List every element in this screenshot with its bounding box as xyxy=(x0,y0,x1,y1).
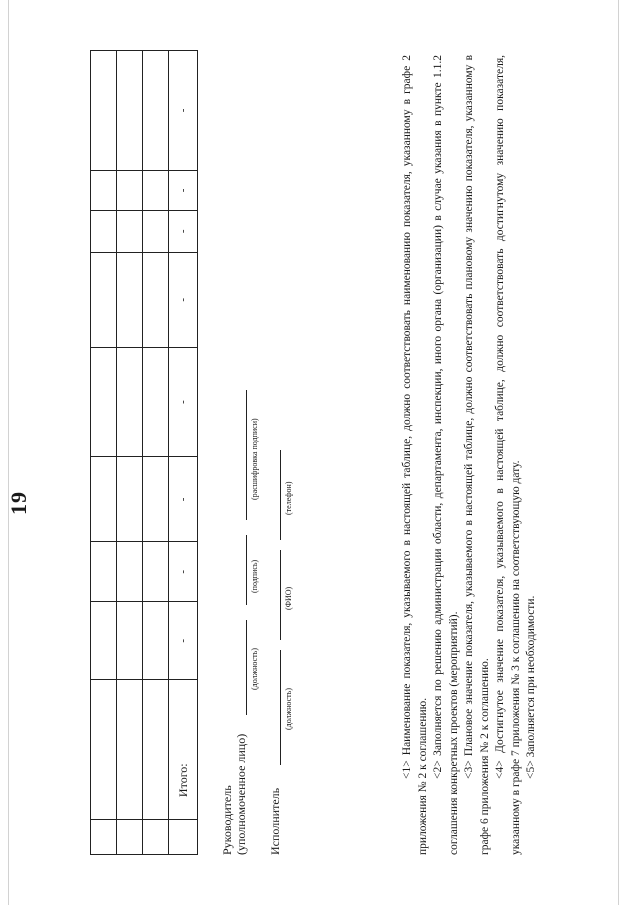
total-value: - xyxy=(169,602,198,680)
executor-name-caption: (ФИО) xyxy=(284,586,293,610)
executor-signature-block xyxy=(268,295,308,855)
footnote-2: <2> Заполняется по решению администрации области, департамента, инспекции, иного органа (организации) в случае указания в пункте 1.1.2 соглашения конкретных проектов (мероприятий). xyxy=(432,55,460,855)
head-label: Руководитель xyxy=(220,785,234,855)
head-signature-caption: (подпись) xyxy=(250,559,259,593)
page-number: 19 xyxy=(6,491,31,515)
total-value: - xyxy=(169,51,198,171)
head-decode-caption: (расшифровка подписи) xyxy=(250,418,259,500)
rotated-page xyxy=(0,30,640,875)
executor-label: Исполнитель xyxy=(268,787,282,855)
table-row xyxy=(143,51,169,855)
total-value: - xyxy=(169,210,198,252)
head-position-caption: (должность) xyxy=(250,648,259,690)
footnotes xyxy=(400,55,540,855)
head-position-line xyxy=(246,620,247,715)
total-value: - xyxy=(169,542,198,602)
total-value: - xyxy=(169,170,198,210)
table-row xyxy=(91,51,117,855)
head-decode-line xyxy=(246,390,247,520)
head-signature-block xyxy=(220,295,265,855)
total-value: - xyxy=(169,457,198,542)
total-label: Итого: xyxy=(169,680,198,820)
footnote-1: <1> Наименование показателя, указываемого в настоящей таблице, должно соответствовать наименованию показателя, указанному в графе 2 приложения № 2 к соглашению. xyxy=(401,55,429,855)
report-table xyxy=(90,50,198,855)
footnote-4: <4> Достигнутое значение показателя, указываемого в настоящей таблице, должно соответствовать достигнутому значению показателя, указанному в графе 7 приложения № 3 к соглашению на соответствующую дату. xyxy=(494,55,522,855)
head-label-sub: (уполномоченное лицо) xyxy=(234,733,248,855)
head-signature-line xyxy=(246,535,247,605)
executor-phone-caption: (телефон) xyxy=(284,481,293,515)
footnote-3: <3> Плановое значение показателя, указываемого в настоящей таблице, должно соответствовать плановому значению показателя, указанному в графе 6 приложения № 2 к соглашению. xyxy=(463,55,491,855)
total-value: - xyxy=(169,347,198,457)
executor-position-caption: (должность) xyxy=(284,688,293,730)
total-value: - xyxy=(169,252,198,347)
footnote-5: <5> Заполняется при необходимости. xyxy=(525,595,537,779)
table-row xyxy=(117,51,143,855)
executor-position-line xyxy=(280,650,281,765)
executor-phone-line xyxy=(280,450,281,540)
executor-name-line xyxy=(280,550,281,640)
total-row xyxy=(169,51,198,855)
